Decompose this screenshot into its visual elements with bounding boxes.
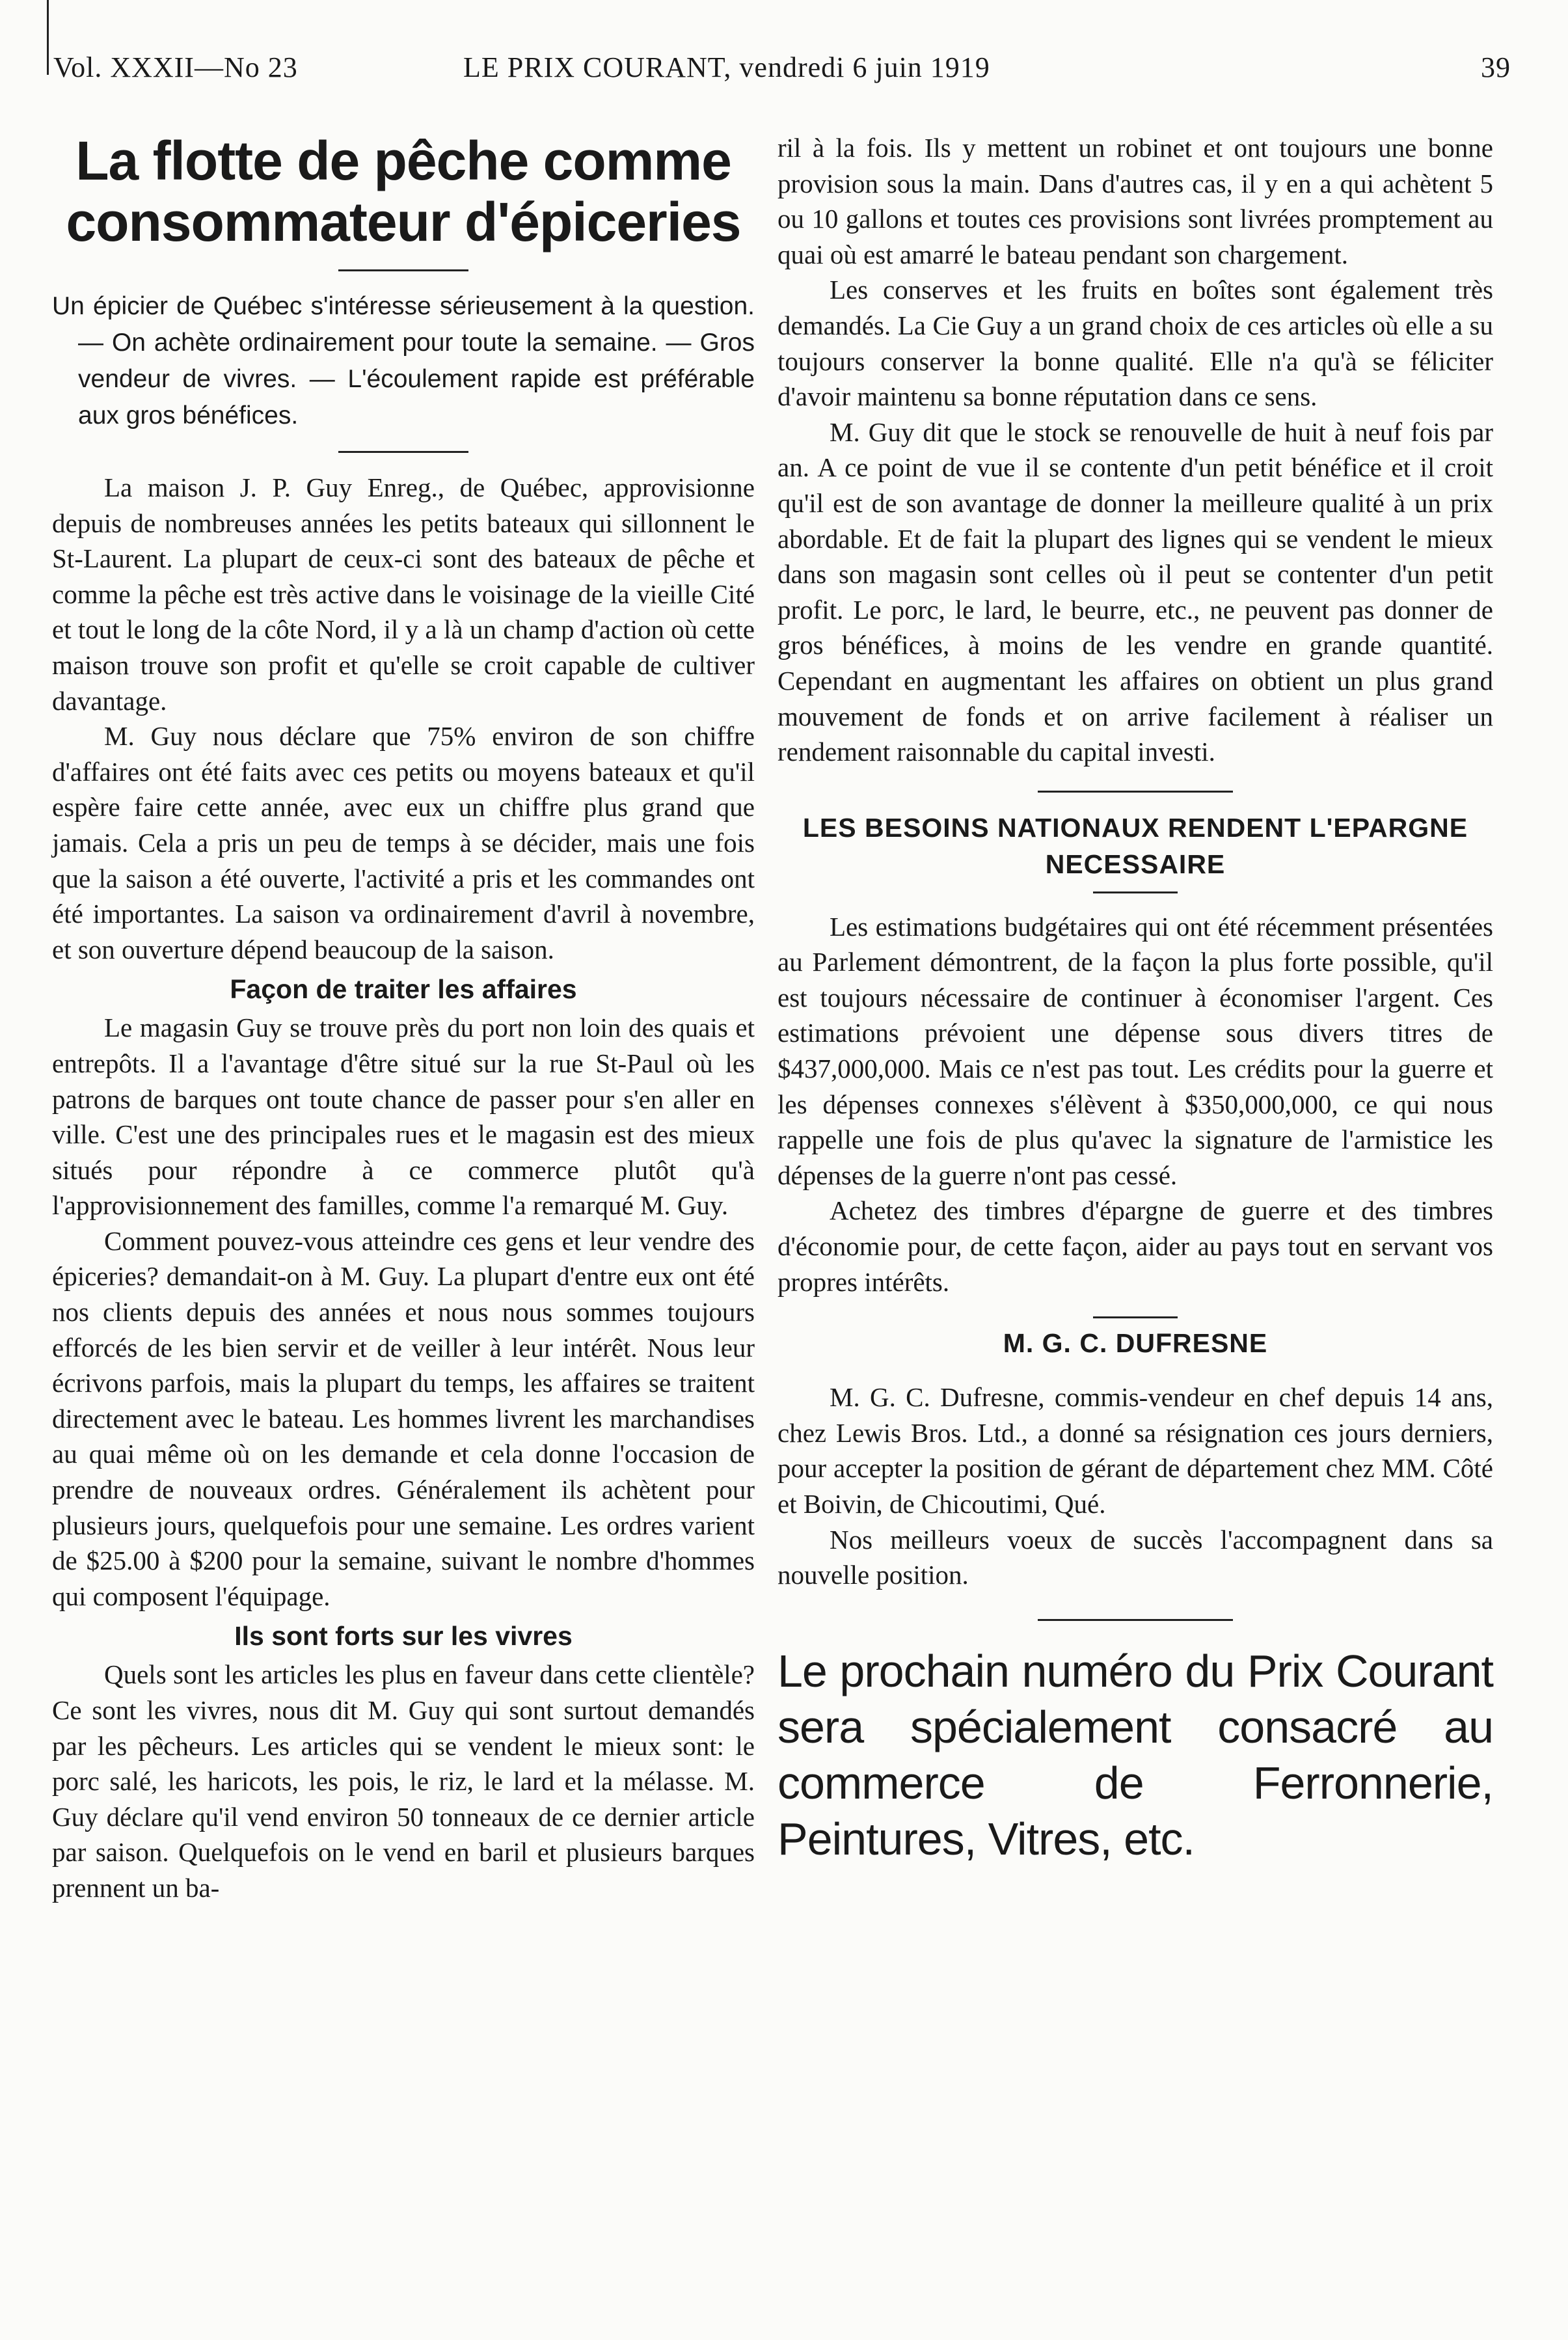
article-paragraph: Quels sont les articles les plus en faveur dans cette clientèle? Ce sont les vivres, nous dit M. Guy qui sont surtout demandés par les pêcheurs. Les articles qui se vendent le mieux sont: le porc salé, les haricots, les pois, le riz, le lard et la mélasse. M. Guy déclare qu'il vend environ 50 tonneaux de ce dernier article par saison. Quelquefois on le vend en baril et plusieurs barques prennent un ba-	[52, 1659, 755, 1903]
article-subhead: Façon de traiter les affaires	[230, 974, 577, 1005]
article-title: La flotte de pêche comme consommateur d'épiceries	[66, 130, 741, 252]
article-continuation: M. Guy dit que le stock se renouvelle de huit à neuf fois par an. A ce point de vue il se contente d'un petit bénéfice et il croit qu'il est de son avantage de donner la meilleure qualité à un prix abordable. Et de fait la plupart des lignes qui se vendent le mieux dans son magasin sont celles où il peut se contenter d'un petit profit. Le porc, le lard, le beurre, etc., ne peuvent pas donner de gros bénéfices, à moins de les vendre en grande quantité. Cependant en augmentant les affaires on obtient un plus grand mouvement de fonds et on arrive facilement à réaliser un rendement raisonnable du capital investi.	[777, 416, 1493, 767]
page-header	[53, 51, 1511, 96]
besoins-paragraph: Les estimations budgétaires qui ont été récemment présentées au Parlement démontrent, de la façon la plus forte possible, qu'il est toujours nécessaire de continuer à économiser l'argent. Ces estimations prévoient une dépense sous divers titres de $437,000,000. Mais ce n'est pas tout. Les crédits pour la guerre et les dépenses connexes s'élèvent à $350,000,000, ce qui nous rappelle une fois de plus qu'avec la signature de l'armistice les dépenses de la guerre n'ont pas cessé.	[777, 911, 1493, 1190]
page-number: 39	[1481, 51, 1511, 83]
besoins-title: LES BESOINS NATIONAUX RENDENT L'EPARGNE NECESSAIRE	[802, 812, 1468, 879]
deck-rule	[338, 451, 468, 453]
announcement-rule	[1038, 1619, 1233, 1621]
dufresne-paragraph: M. G. C. Dufresne, commis-vendeur en chef depuis 14 ans, chez Lewis Bros. Ltd., a donné sa résignation ces jours derniers, pour accepter la position de gérant de département chez MM. Côté et Boivin, de Chicoutimi, Qué.	[777, 1382, 1493, 1519]
announcement: Le prochain numéro du Prix Courant sera spécialement consacré au commerce de Ferronnerie, Peintures, Vitres, etc.	[777, 1645, 1493, 1864]
article-paragraph: Comment pouvez-vous atteindre ces gens et leur vendre des épiceries? demandait-on à M. Guy. La plupart d'entre eux ont été nos clients depuis des années et nous nous sommes toujours efforcés de les bien servir et de veiller à leur intérêt. Nous leur écrivons parfois, mais la plupart du temps, les affaires se traitent directement avec le bateau. Les hommes livrent les marchandises au quai même où on les demande et cela donne l'occasion de prendre de nouveaux ordres. Généralement ils achètent pour plusieurs jours, quelquefois pour une semaine. Les ordres varient de $25.00 à $200 pour la semaine, suivant le nombre d'hommes qui composent l'équipage.	[52, 1225, 755, 1611]
article-continuation: ril à la fois. Ils y mettent un robinet et ont toujours une bonne provision sous la main. Dans d'autres cas, il y en a qui achètent 5 ou 10 gallons et toutes ces provisions sont livrées promptement au quai où est amarré le bateau pendant son chargement.	[777, 133, 1493, 269]
title-rule	[338, 269, 468, 271]
volume-number: Vol. XXXII—No 23	[53, 51, 298, 83]
article-subhead: Ils sont forts sur les vivres	[234, 1621, 573, 1652]
article-continuation: Les conserves et les fruits en boîtes sont également très demandés. La Cie Guy a un grand choix de ces articles où elle a su toujours conserver la bonne qualité. Elle n'a qu'à se féliciter d'avoir maintenu sa bonne réputation dans ce sens.	[777, 275, 1493, 412]
right-column	[777, 130, 1493, 1867]
article-paragraph: Le magasin Guy se trouve près du port non loin des quais et entrepôts. Il a l'avantage d'être situé sur la rue St-Paul où les patrons de barques ont toute chance de passer pour s'en aller en ville. C'est une des principales rues et le magasin est des mieux situés pour répondre à ce commerce plutôt qu'à l'approvisionnement des familles, comme l'a remarqué M. Guy.	[52, 1013, 755, 1221]
article-paragraph: M. Guy nous déclare que 75% environ de son chiffre d'affaires ont été faits avec ces petits ou moyens bateaux et qu'il espère faire cette année, avec eux un chiffre plus grand que jamais. Cela a pris un peu de temps à se décider, mais une fois que la saison a été ouverte, l'activité a pris et les commandes ont été importantes. La saison va ordinairement d'avril à novembre, et son ouverture dépend beaucoup de la saison.	[52, 721, 755, 964]
page-edge-line	[47, 0, 49, 75]
section-rule	[1038, 791, 1233, 793]
section-rule	[1093, 1316, 1178, 1318]
article-deck: Un épicier de Québec s'intéresse sérieusement à la question. — On achète ordinairement pour toute la semaine. — Gros vendeur de vivres. — L'écoulement rapide est préférable aux gros bénéfices.	[52, 292, 755, 429]
article-paragraph: La maison J. P. Guy Enreg., de Québec, approvisionne depuis de nombreuses années les petits bateaux qui sillonnent le St-Laurent. La plupart de ceux-ci sont des bateaux de pêche et comme la pêche est très active dans le voisinage de la vieille Cité et tout le long de la côte Nord, il y a là un champ d'action où cette maison trouve son profit et qu'elle se croit capable de cultiver davantage.	[52, 472, 755, 716]
besoins-paragraph: Achetez des timbres d'épargne de guerre et des timbres d'économie pour, de cette façon, aider au pays tout en servant vos propres intérêts.	[777, 1195, 1493, 1297]
newspaper-title: LE PRIX COURANT, vendredi 6 juin 1919	[463, 51, 990, 83]
dufresne-title: M. G. C. DUFRESNE	[1003, 1328, 1268, 1359]
dufresne-paragraph: Nos meilleurs voeux de succès l'accompagnent dans sa nouvelle position.	[777, 1524, 1493, 1590]
left-column	[52, 117, 755, 1906]
section-rule	[1093, 891, 1178, 893]
